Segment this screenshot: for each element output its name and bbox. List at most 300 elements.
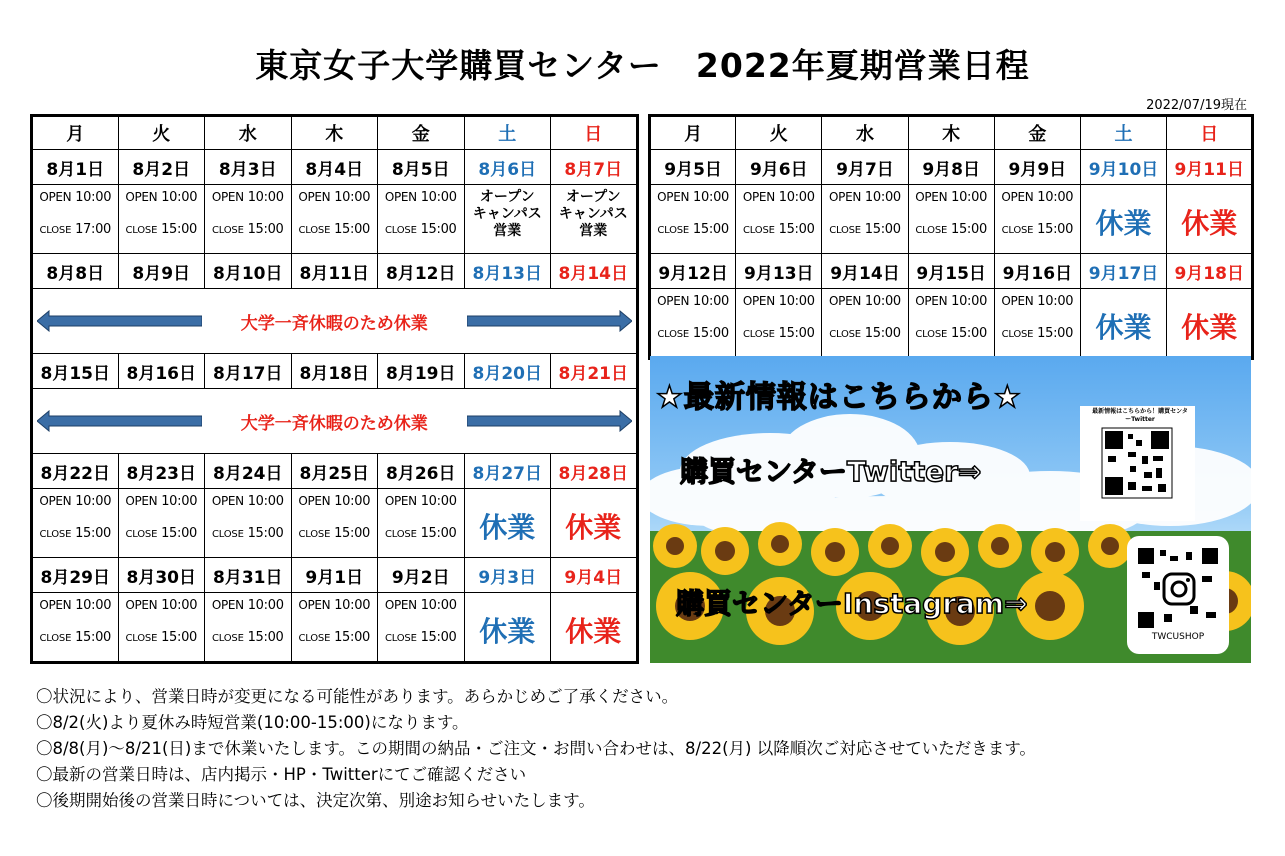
date-cell: 8月6日 [464,150,551,185]
open-value: 10:00 [420,598,457,613]
close-value: 15:00 [420,630,457,645]
open-label: OPEN [39,190,72,204]
hours-cell [32,185,119,254]
open-label: OPEN [125,598,158,612]
right-arrow-icon [467,310,632,332]
hours-cell [822,185,908,254]
date-cell: 8月1日 [32,150,119,185]
date-row [650,254,1253,289]
open-label: OPEN [657,190,690,204]
saturday-status [1080,289,1166,359]
date-cell: 8月24日 [205,454,292,489]
date-cell: 8月30日 [118,558,205,593]
date-cell: 8月26日 [378,454,465,489]
hours-cell [205,185,292,254]
date-cell: 9月5日 [650,150,736,185]
open-time [378,597,464,614]
hours-row [32,489,638,558]
date-cell: 8月18日 [291,354,378,389]
right-arrow-icon [467,410,632,432]
weekday-header: 水 [822,116,908,150]
open-label: OPEN [915,294,948,308]
date-cell: 8月25日 [291,454,378,489]
close-label: CLOSE [829,329,861,340]
close-label: CLOSE [1001,329,1034,340]
open-value: 10:00 [420,494,457,509]
date-cell: 8月10日 [205,254,292,289]
open-time [822,189,907,206]
hours-row [32,185,638,254]
weekday-header: 火 [736,116,822,150]
open-value: 10:00 [161,494,198,509]
close-time [378,525,464,543]
open-time [736,189,821,206]
left-arrow-icon [37,310,202,332]
open-campus-line: キャンパス [558,206,628,222]
date-cell: 9月3日 [464,558,551,593]
close-label: CLOSE [298,529,331,540]
open-campus-note [551,185,636,240]
close-value: 15:00 [692,326,729,341]
close-value: 15:00 [950,326,987,341]
hours-row [32,593,638,663]
close-value: 15:00 [75,630,112,645]
open-campus-line: 営業 [579,223,608,239]
close-label: CLOSE [915,225,948,236]
open-value: 10:00 [693,190,730,205]
open-time [378,189,464,206]
close-value: 15:00 [1037,222,1074,237]
date-cell: 8月16日 [118,354,205,389]
open-value: 10:00 [951,190,988,205]
open-value: 10:00 [334,190,371,205]
close-time [909,325,994,343]
sunday-status [1167,185,1253,254]
date-cell: 8月31日 [205,558,292,593]
closed-label: 休業 [565,511,622,544]
close-value: 15:00 [247,526,284,541]
open-label: OPEN [211,190,244,204]
close-label: CLOSE [384,633,417,644]
close-time [292,525,378,543]
hours-cell [822,289,908,359]
promo-headline: ★最新情報はこちらから★ [656,380,1022,415]
date-cell: 9月11日 [1167,150,1253,185]
close-label: CLOSE [125,529,158,540]
date-cell: 9月14日 [822,254,908,289]
hours-cell [650,185,736,254]
close-time [736,221,821,239]
september-calendar [648,114,1254,360]
open-campus-line: オープン [479,189,535,205]
weekday-header: 金 [378,116,465,150]
weekday-header-row [32,116,638,150]
open-label: OPEN [298,598,331,612]
open-label: OPEN [915,190,948,204]
open-time [995,293,1080,310]
open-value: 10:00 [75,494,112,509]
open-time [33,189,118,206]
close-time [119,629,205,647]
close-time [995,221,1080,239]
close-time [205,629,291,647]
close-value: 15:00 [161,222,198,237]
date-cell: 8月17日 [205,354,292,389]
close-label: CLOSE [39,529,72,540]
closed-label: 休業 [479,511,536,544]
close-value: 15:00 [864,326,901,341]
date-cell: 8月27日 [464,454,551,489]
saturday-status [464,489,551,558]
date-cell: 8月29日 [32,558,119,593]
open-label: OPEN [829,294,862,308]
close-label: CLOSE [1001,225,1034,236]
hours-cell [118,593,205,663]
date-cell: 8月22日 [32,454,119,489]
date-cell: 8月4日 [291,150,378,185]
open-label: OPEN [125,190,158,204]
close-value: 15:00 [334,526,371,541]
open-time [205,189,291,206]
hours-cell [378,489,465,558]
close-label: CLOSE [211,529,244,540]
date-cell: 8月21日 [551,354,638,389]
close-time [205,221,291,239]
weekday-header-row [650,116,1253,150]
open-value: 10:00 [75,190,112,205]
date-cell: 8月12日 [378,254,465,289]
close-time [822,221,907,239]
close-label: CLOSE [384,225,417,236]
date-cell: 9月8日 [908,150,994,185]
weekday-header: 土 [1080,116,1166,150]
open-label: OPEN [384,190,417,204]
hours-cell [908,289,994,359]
page-title: 東京女子大学購買センター 2022年夏期営業日程 [255,46,1030,85]
weekday-header: 木 [908,116,994,150]
date-cell: 8月19日 [378,354,465,389]
open-value: 10:00 [334,494,371,509]
close-label: CLOSE [39,225,72,236]
open-time [292,597,378,614]
open-label: OPEN [298,494,331,508]
close-label: CLOSE [211,225,244,236]
open-time [119,597,205,614]
open-label: OPEN [742,294,775,308]
open-label: OPEN [657,294,690,308]
open-label: OPEN [1001,294,1034,308]
closed-label: 休業 [479,615,536,648]
closure-period-cell [32,389,638,454]
close-time [378,221,464,239]
close-value: 15:00 [950,222,987,237]
open-value: 10:00 [778,190,815,205]
saturday-status [1080,185,1166,254]
open-value: 10:00 [864,190,901,205]
close-label: CLOSE [743,329,775,340]
date-cell: 9月13日 [736,254,822,289]
close-label: CLOSE [211,633,244,644]
close-time [909,221,994,239]
close-value: 15:00 [420,222,457,237]
date-cell: 8月2日 [118,150,205,185]
note-item: 〇後期開始後の営業日時については、決定次第、別途お知らせいたします。 [36,791,595,810]
open-label: OPEN [384,598,417,612]
date-cell: 8月7日 [551,150,638,185]
close-label: CLOSE [657,329,690,340]
close-label: CLOSE [298,225,331,236]
close-time [33,525,118,543]
hours-cell [205,489,292,558]
close-value: 15:00 [247,222,284,237]
august-calendar [30,114,639,664]
close-label: CLOSE [39,633,72,644]
close-value: 15:00 [778,326,815,341]
date-cell: 8月3日 [205,150,292,185]
close-time [33,629,118,647]
date-cell: 9月17日 [1080,254,1166,289]
open-value: 10:00 [161,190,198,205]
hours-cell [908,185,994,254]
twitter-qr-caption: 最新情報はこちらから！購買センターTwitter [1092,408,1188,423]
hours-row [650,185,1253,254]
close-time [292,629,378,647]
hours-cell [994,185,1080,254]
open-campus-note [465,185,551,240]
closure-period-cell [32,289,638,354]
close-time [651,221,735,239]
date-cell: 9月7日 [822,150,908,185]
note-item: 〇8/8(月)～8/21(日)まで休業いたします。この期間の納品・ご注文・お問い合わせは、8/22(月) 以降順次ご対応させていただきます。 [36,739,1036,758]
note-item: 〇最新の営業日時は、店内掲示・HP・Twitterにてご確認ください [36,765,527,784]
date-row [32,558,638,593]
close-time [119,221,205,239]
hours-cell [291,489,378,558]
note-item: 〇8/2(火)より夏休み時短営業(10:00-15:00)になります。 [36,713,469,732]
date-row [650,150,1253,185]
open-value: 10:00 [334,598,371,613]
sunday-status [551,489,638,558]
closed-label: 休業 [1181,311,1238,344]
close-label: CLOSE [125,225,158,236]
hours-cell [118,185,205,254]
close-label: CLOSE [657,225,690,236]
close-value: 15:00 [778,222,815,237]
close-value: 15:00 [247,630,284,645]
open-label: OPEN [1001,190,1034,204]
closed-label: 休業 [565,615,622,648]
close-value: 15:00 [334,222,371,237]
open-time [205,597,291,614]
closed-label: 休業 [1181,207,1238,240]
close-time [736,325,821,343]
date-row [32,254,638,289]
open-time [33,493,118,510]
open-time [909,293,994,310]
open-time [119,189,205,206]
hours-row [650,289,1253,359]
date-cell: 9月18日 [1167,254,1253,289]
close-time [205,525,291,543]
hours-cell [378,185,465,254]
close-value: 15:00 [692,222,729,237]
weekday-header: 日 [1167,116,1253,150]
open-value: 10:00 [693,294,730,309]
hours-row [32,389,638,454]
closed-label: 休業 [1095,207,1152,240]
date-cell: 8月20日 [464,354,551,389]
open-label: OPEN [829,190,862,204]
hours-cell [650,289,736,359]
hours-cell [205,593,292,663]
weekday-header: 金 [994,116,1080,150]
date-cell: 8月9日 [118,254,205,289]
date-cell: 8月8日 [32,254,119,289]
close-value: 15:00 [334,630,371,645]
open-label: OPEN [298,190,331,204]
close-time [378,629,464,647]
open-label: OPEN [384,494,417,508]
open-campus-line: キャンパス [472,206,542,222]
open-time [651,293,735,310]
open-campus-line: オープン [565,189,621,205]
weekday-header: 水 [205,116,292,150]
instagram-link[interactable]: 購買センターInstagram⇒ [676,587,1028,620]
open-time [292,189,378,206]
date-cell: 9月6日 [736,150,822,185]
hours-cell [32,489,119,558]
open-time [651,189,735,206]
open-time [33,597,118,614]
close-value: 15:00 [420,526,457,541]
latest-info-panel [650,356,1251,663]
date-cell: 8月28日 [551,454,638,489]
hours-cell [291,185,378,254]
weekday-header: 月 [32,116,119,150]
close-label: CLOSE [743,225,775,236]
open-time [378,493,464,510]
weekday-header: 日 [551,116,638,150]
date-cell: 9月9日 [994,150,1080,185]
close-time [33,221,118,239]
close-value: 15:00 [161,526,198,541]
open-time [822,293,907,310]
date-cell: 8月23日 [118,454,205,489]
date-cell: 9月12日 [650,254,736,289]
date-cell: 9月15日 [908,254,994,289]
date-cell: 8月15日 [32,354,119,389]
close-label: CLOSE [829,225,861,236]
close-time [822,325,907,343]
open-value: 10:00 [247,494,284,509]
closed-label: 休業 [1095,311,1152,344]
date-cell: 9月4日 [551,558,638,593]
open-label: OPEN [39,494,72,508]
close-value: 17:00 [75,222,112,237]
weekday-header: 月 [650,116,736,150]
weekday-header: 木 [291,116,378,150]
hours-row [32,289,638,354]
closure-banner-text: 大学一斉休暇のため休業 [229,309,440,334]
hours-cell [994,289,1080,359]
close-label: CLOSE [915,329,948,340]
left-arrow-icon [37,410,202,432]
instagram-qr-caption: TWCUSHOP [1151,632,1205,642]
close-value: 15:00 [75,526,112,541]
date-cell: 9月2日 [378,558,465,593]
as-of-date: 2022/07/19現在 [1146,98,1247,113]
close-label: CLOSE [298,633,331,644]
hours-cell [736,289,822,359]
sunday-status [551,185,638,254]
close-label: CLOSE [125,633,158,644]
open-time [292,493,378,510]
close-value: 15:00 [1037,326,1074,341]
open-value: 10:00 [161,598,198,613]
open-value: 10:00 [1037,294,1074,309]
date-row [32,454,638,489]
date-cell: 9月16日 [994,254,1080,289]
date-cell: 9月1日 [291,558,378,593]
open-value: 10:00 [1037,190,1074,205]
open-value: 10:00 [951,294,988,309]
open-value: 10:00 [864,294,901,309]
hours-cell [736,185,822,254]
open-time [909,189,994,206]
open-value: 10:00 [247,190,284,205]
date-cell: 8月11日 [291,254,378,289]
close-value: 15:00 [864,222,901,237]
hours-cell [118,489,205,558]
sunday-status [551,593,638,663]
open-label: OPEN [742,190,775,204]
date-cell: 8月5日 [378,150,465,185]
close-time [651,325,735,343]
sunday-status [1167,289,1253,359]
open-time [736,293,821,310]
date-cell: 9月10日 [1080,150,1166,185]
close-label: CLOSE [384,529,417,540]
open-label: OPEN [39,598,72,612]
close-time [995,325,1080,343]
close-time [292,221,378,239]
open-time [119,493,205,510]
open-campus-line: 営業 [493,223,522,239]
hours-cell [32,593,119,663]
open-value: 10:00 [420,190,457,205]
open-value: 10:00 [247,598,284,613]
saturday-status [464,185,551,254]
closure-banner-text: 大学一斉休暇のため休業 [229,409,440,434]
hours-cell [291,593,378,663]
twitter-link[interactable]: 購買センターTwitter⇒ [680,455,982,488]
open-value: 10:00 [778,294,815,309]
date-cell: 8月14日 [551,254,638,289]
date-cell: 8月13日 [464,254,551,289]
note-item: 〇状況により、営業日時が変更になる可能性があります。あらかじめご了承ください。 [36,687,679,706]
date-row [32,150,638,185]
date-row [32,354,638,389]
weekday-header: 土 [464,116,551,150]
open-label: OPEN [125,494,158,508]
open-value: 10:00 [75,598,112,613]
open-label: OPEN [211,598,244,612]
open-time [995,189,1080,206]
close-time [119,525,205,543]
hours-cell [378,593,465,663]
open-time [205,493,291,510]
close-value: 15:00 [161,630,198,645]
